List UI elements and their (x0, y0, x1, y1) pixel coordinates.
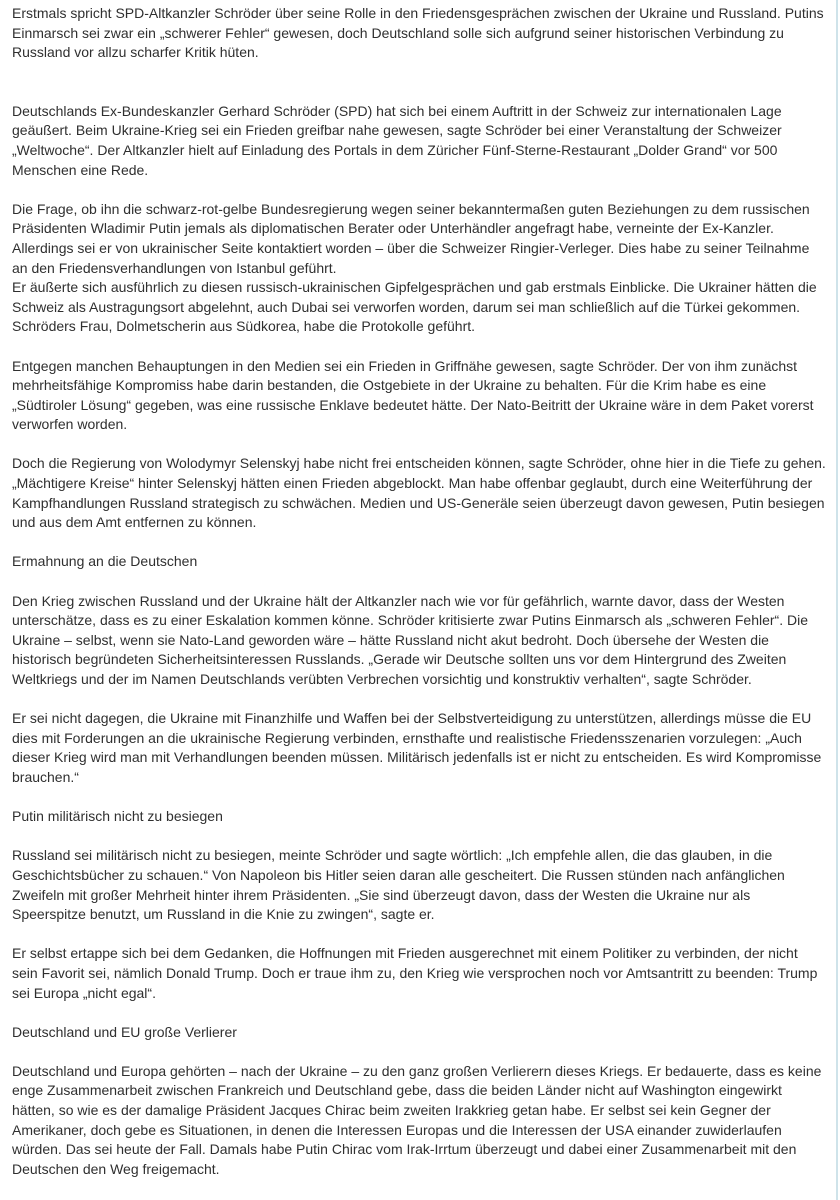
paragraph-6: Er sei nicht dagegen, die Ukraine mit Finanzhilfe und Waffen bei der Selbstverteidigung zu unterstützen, allerdings müsse die EU dies mit Forderungen an die ukrainische Regierung verbinden, ernsthafte und realistische Friedensszenarien vorzulegen: „Auch dieser Krieg wird man mit Verhandlungen beenden müssen. Militärisch jedenfalls ist er nicht zu entscheiden. Es wird Kompromisse brauchen.“ (12, 710, 822, 785)
article-lead: Erstmals spricht SPD-Altkanzler Schröder über seine Rolle in den Friedensgesprächen zwischen der Ukraine und Russland. Putins Einmarsch sei zwar ein „schwerer Fehler“ gewesen, doch Deutschland solle sich aufgrund seiner historischen Verbindung zu Russland vor allzu scharfer Kritik hüten. (12, 5, 824, 61)
paragraph-3: Entgegen manchen Behauptungen in den Medien sei ein Frieden in Griffnähe gewesen, sagte Schröder. Der von ihm zunächst mehrheitsfähige Kompromiss habe darin bestanden, die Ostgebiete in der Ukraine zu behalten. Für die Krim habe es eine „Südtiroler Lösung“ gegeben, was eine russische Enklave bedeutet hätte. Der Nato-Beitritt der Ukraine wäre in dem Paket vorerst verworfen worden. (12, 357, 814, 433)
subheading-verlierer: Deutschland und EU große Verlierer (12, 1023, 237, 1040)
subheading-ermahnung: Ermahnung an die Deutschen (12, 553, 198, 570)
paragraph-4: Doch die Regierung von Wolodymyr Selenskyj habe nicht frei entscheiden können, sagte Schröder, ohne hier in die Tiefe zu gehen. „Mächtigere Kreise“ hinter Selenskyj hätten einen Frieden abgeblockt. Man habe offenbar geglaubt, durch eine Weiterführung der Kampfhandlungen Russland strategisch zu schwächen. Medien und US-Generäle seien überzeugt davon gewesen, Putin besiegen und aus dem Amt entfernen zu können. (12, 455, 826, 531)
paragraph-2a: Die Frage, ob ihn die schwarz-rot-gelbe Bundesregierung wegen seiner bekanntermaßen guten Beziehungen zu dem russischen Präsidenten Wladimir Putin jemals als diplomatischen Berater oder Unterhändler angefragt habe, verneinte der Ex-Kanzler. Allerdings sei er von ukrainischer Seite kontaktiert worden – über die Schweizer Ringier-Verleger. Dies habe zu seiner Teilnahme an den Friedensverhandlungen von Istanbul geführt. (12, 200, 810, 276)
paragraph-1: Deutschlands Ex-Bundeskanzler Gerhard Schröder (SPD) hat sich bei einem Auftritt in der Schweiz zur internationalen Lage geäußert. Beim Ukraine-Krieg sei ein Frieden greifbar nahe gewesen, sagte Schröder bei einer Veranstaltung der Schweizer „Weltwoche“. Der Altkanzler hielt auf Einladung des Portals in dem Züricher Fünf-Sterne-Restaurant „Dolder Grand“ vor 500 Menschen eine Rede. (12, 102, 782, 178)
paragraph-9: Deutschland und Europa gehörten – nach der Ukraine – zu den ganz großen Verlierern dieses Kriegs. Er bedauerte, dass es keine enge Zusammenarbeit zwischen Frankreich und Deutschland gebe, dass die beiden Länder nicht auf Washington eingewirkt hätten, so wie es der damalige Präsident Jacques Chirac beim zweiten Irakkrieg getan habe. Er selbst sei kein Gegner der Amerikaner, doch gebe es Situationen, in denen die Interessen Europas und die Interessen der USA einander zuwiderlaufen würden. Das sei heute der Fall. Damals habe Putin Chirac vom Irak-Irrtum überzeugt und dabei einer Zusammenarbeit mit den Deutschen den Weg freigemacht. (12, 1062, 822, 1177)
subheading-putin: Putin militärisch nicht zu besiegen (12, 808, 223, 825)
article-body (12, 4, 827, 1179)
paragraph-5: Den Krieg zwischen Russland und der Ukraine hält der Altkanzler nach wie vor für gefährlich, warnte davor, dass der Westen unterschätze, dass es zu einer Eskalation kommen könne. Schröder kritisierte zwar Putins Einmarsch als „schweren Fehler“. Die Ukraine – selbst, wenn sie Nato-Land geworden wäre – hätte Russland nicht akut bedroht. Doch übersehe der Westen die historisch begründeten Sicherheitsinteressen Russlands. „Gerade wir Deutsche sollten uns vor dem Hintergrund des Zweiten Weltkriegs und der im Namen Deutschlands verübten Verbrechen vorsichtig und konstruktiv verhalten“, sagte Schröder. (12, 592, 808, 687)
paragraph-8: Er selbst ertappe sich bei dem Gedanken, die Hoffnungen mit Frieden ausgerechnet mit einem Politiker zu verbinden, der nicht sein Favorit sei, nämlich Donald Trump. Doch er traue ihm zu, den Krieg wie versprochen noch vor Amtsantritt zu beenden: Trump sei Europa „nicht egal“. (12, 945, 818, 1001)
paragraph-7: Russland sei militärisch nicht zu besiegen, meinte Schröder und sagte wörtlich: „Ich empfehle allen, die das glauben, in die Geschichtsbücher zu schauen.“ Von Napoleon bis Hitler seien daran alle gescheitert. Die Russen stünden nach anfänglichen Zweifeln mit großer Mehrheit hinter ihrem Präsidenten. „Sie sind überzeugt davon, dass der Westen die Ukraine nur als Speerspitze benutzt, um Russland in die Knie zu zwingen“, sagte er. (12, 847, 785, 923)
paragraph-2b: Er äußerte sich ausführlich zu diesen russisch-ukrainischen Gipfelgesprächen und gab erstmals Einblicke. Die Ukrainer hätten die Schweiz als Austragungsort abgelehnt, auch Dubai sei verworfen worden, darum sei man schließlich auf die Türkei gekommen. Schröders Frau, Dolmetscherin aus Südkorea, habe die Protokolle geführt. (12, 279, 817, 335)
